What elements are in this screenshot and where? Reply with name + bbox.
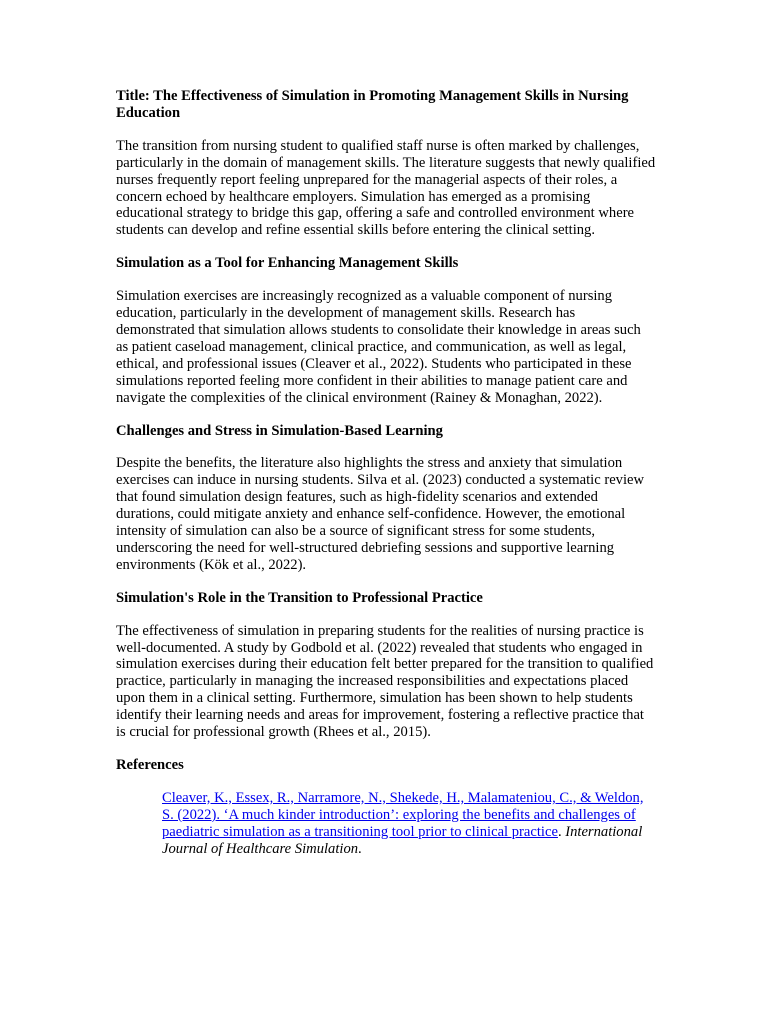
references-heading: References xyxy=(116,757,184,773)
section-heading-challenges: Challenges and Stress in Simulation-Based Learning xyxy=(116,422,443,439)
section-body-transition: The effectiveness of simulation in preparing students for the realities of nursing practice is well-documented. A study by Godbold et al. (2022) revealed that students who engaged in simulation exercises during their education felt better prepared for the transition to qualified practice, particularly in managing the increased responsibilities and expectations placed upon them in a clinical setting. Furthermore, simulation has been shown to help students identify their learning needs and areas for improvement, fostering a reflective practice that is crucial for professional growth (Rhees et al., 2015). xyxy=(116,622,654,741)
section-heading-transition: Simulation's Role in the Transition to Professional Practice xyxy=(116,589,483,606)
section-body-tool: Simulation exercises are increasingly recognized as a valuable component of nursing education, particularly in the development of management skills. Research has demonstrated that simulation allows students to consolidate their knowledge in areas such as patient caseload management, clinical practice, and communication, as well as legal, ethical, and professional issues (Cleaver et al., 2022). Students who participated in these simulations reported feeling more confident in their abilities to manage patient care and navigate the complexities of the clinical environment (Rainey & Monaghan, 2022). xyxy=(116,288,641,406)
section-body-challenges: Despite the benefits, the literature also highlights the stress and anxiety that simulation exercises can induce in nursing students. Silva et al. (2023) conducted a systematic review that found simulation design features, such as high-fidelity scenarios and extended durations, could mitigate anxiety and enhance self-confidence. However, the emotional intensity of simulation can also be a source of significant stress for some students, underscoring the need for well-structured debriefing sessions and supportive learning environments (Kök et al., 2022). xyxy=(116,455,645,573)
reference-journal: International Journal of Healthcare Simulation xyxy=(162,823,643,857)
section-heading-tool: Simulation as a Tool for Enhancing Management Skills xyxy=(116,255,459,272)
reference-item xyxy=(162,790,656,858)
document-page xyxy=(116,88,656,858)
reference-link[interactable]: Cleaver, K., Essex, R., Narramore, N., Shekede, H., Malamateniou, C., & Weldon, S. (2022). ‘A much kinder introduction’: exploring the benefits and challenges of paediatric simulation as a transitioning tool prior to clinical practice xyxy=(162,789,644,840)
document-title: Title: The Effectiveness of Simulation in Promoting Management Skills in Nursing Education xyxy=(116,88,629,121)
reference-end: . xyxy=(358,840,362,857)
references-list xyxy=(116,790,656,858)
intro-paragraph: The transition from nursing student to qualified staff nurse is often marked by challenges, particularly in the domain of management skills. The literature suggests that newly qualified nurses frequently report feeling unprepared for the managerial aspects of their roles, a concern echoed by healthcare employers. Simulation has emerged as a promising educational strategy to bridge this gap, offering a safe and controlled environment where students can develop and refine essential skills before entering the clinical setting. xyxy=(116,137,656,239)
reference-separator: . xyxy=(557,823,566,840)
